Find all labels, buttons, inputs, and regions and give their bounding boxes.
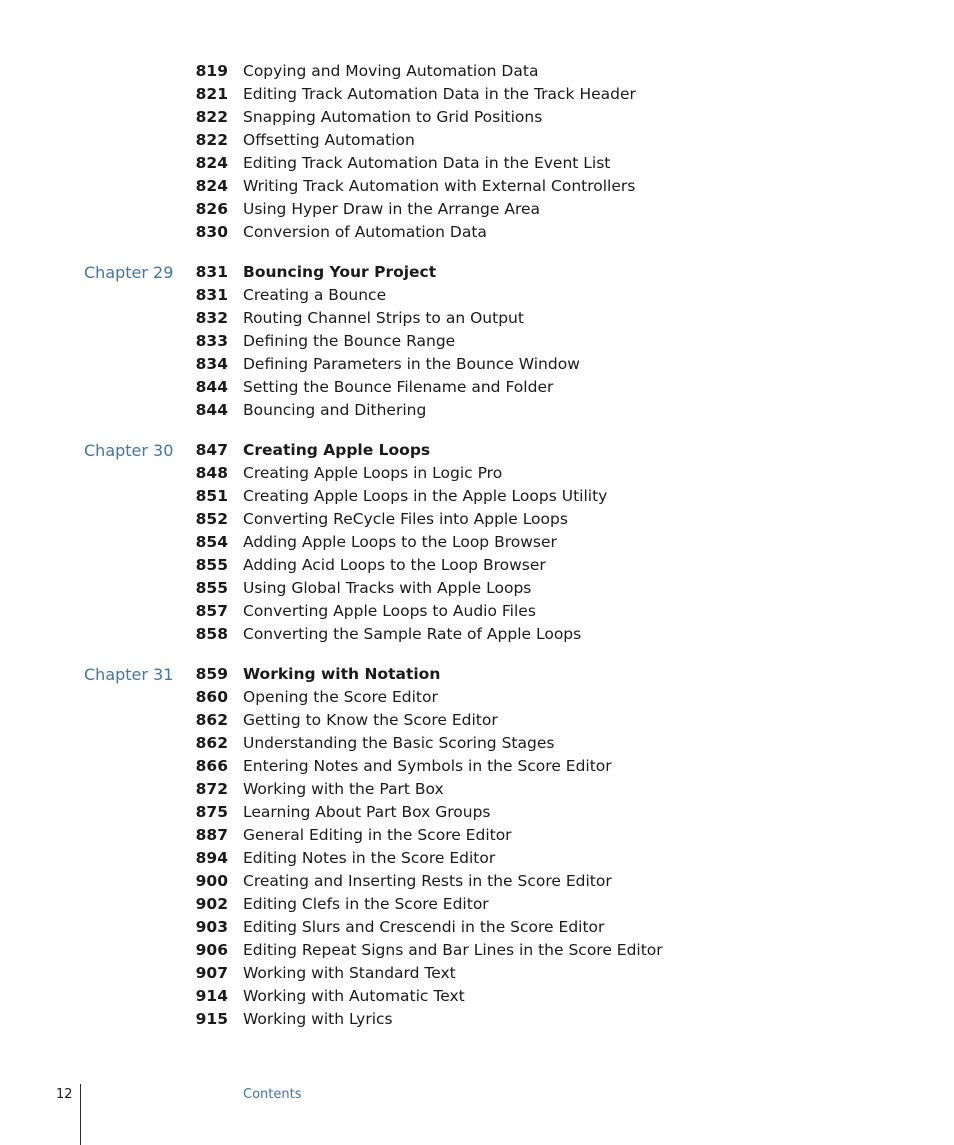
entry-page-number: 826 — [195, 200, 228, 218]
entry-page-number: 844 — [195, 378, 228, 396]
entry-title: Converting the Sample Rate of Apple Loops — [243, 625, 582, 643]
entry-title: Editing Repeat Signs and Bar Lines in the Score Editor — [243, 941, 663, 959]
entry-page-number: 824 — [195, 154, 228, 172]
toc-entry[interactable] — [0, 152, 954, 175]
entry-page-number: 858 — [195, 625, 228, 643]
entry-page-number: 906 — [195, 941, 228, 959]
entry-title: Using Global Tracks with Apple Loops — [243, 579, 532, 597]
entry-title: Understanding the Basic Scoring Stages — [243, 734, 555, 752]
entry-title: Conversion of Automation Data — [243, 223, 487, 241]
toc-entry[interactable] — [0, 916, 954, 939]
entry-title: Routing Channel Strips to an Output — [243, 309, 524, 327]
entry-title: Working with the Part Box — [243, 780, 444, 798]
toc-entry[interactable] — [0, 399, 954, 422]
toc-entry[interactable] — [0, 870, 954, 893]
toc-entry[interactable] — [0, 60, 954, 83]
entry-title: Converting Apple Loops to Audio Files — [243, 602, 536, 620]
entry-page-number: 902 — [195, 895, 228, 913]
entry-page-number: 821 — [195, 85, 228, 103]
entry-title: Defining the Bounce Range — [243, 332, 456, 350]
entry-title: Entering Notes and Symbols in the Score Editor — [243, 757, 612, 775]
entry-title: Setting the Bounce Filename and Folder — [243, 378, 554, 396]
entry-page-number: 844 — [195, 401, 228, 419]
entry-title: Editing Clefs in the Score Editor — [243, 895, 489, 913]
entry-page-number: 866 — [195, 757, 228, 775]
entry-title: Creating Apple Loops in the Apple Loops Utility — [243, 487, 608, 505]
chapter-title: Bouncing Your Project — [243, 263, 437, 281]
footer-section-name: Contents — [243, 1087, 302, 1102]
entry-page-number: 915 — [195, 1010, 228, 1028]
toc-entry[interactable] — [0, 83, 954, 106]
chapter-title: Creating Apple Loops — [243, 441, 431, 459]
entry-title: Getting to Know the Score Editor — [243, 711, 498, 729]
toc-entry[interactable] — [0, 962, 954, 985]
toc-entry[interactable] — [0, 824, 954, 847]
entry-page-number: 833 — [195, 332, 228, 350]
entry-title: Offsetting Automation — [243, 131, 415, 149]
entry-title: Snapping Automation to Grid Positions — [243, 108, 543, 126]
toc-entry[interactable] — [0, 939, 954, 962]
toc-entry[interactable] — [0, 508, 954, 531]
toc-entry[interactable] — [0, 778, 954, 801]
toc-entry[interactable] — [0, 106, 954, 129]
toc-entry[interactable] — [0, 801, 954, 824]
entry-title: Creating and Inserting Rests in the Score Editor — [243, 872, 612, 890]
toc-entry[interactable] — [0, 554, 954, 577]
entry-title: Creating a Bounce — [243, 286, 387, 304]
entry-title: Learning About Part Box Groups — [243, 803, 491, 821]
toc-entry[interactable] — [0, 709, 954, 732]
entry-page-number: 830 — [195, 223, 228, 241]
entry-page-number: 819 — [195, 62, 228, 80]
entry-page-number: 851 — [195, 487, 228, 505]
entry-page-number: 834 — [195, 355, 228, 373]
entry-title: Using Hyper Draw in the Arrange Area — [243, 200, 541, 218]
entry-title: Editing Notes in the Score Editor — [243, 849, 496, 867]
entry-page-number: 822 — [195, 108, 228, 126]
entry-page-number: 855 — [195, 579, 228, 597]
entry-title: Writing Track Automation with External Controllers — [243, 177, 636, 195]
entry-title: Creating Apple Loops in Logic Pro — [243, 464, 503, 482]
entry-title: Working with Lyrics — [243, 1010, 393, 1028]
toc-entry[interactable] — [0, 284, 954, 307]
entry-title: Adding Apple Loops to the Loop Browser — [243, 533, 557, 551]
toc-entry[interactable] — [0, 985, 954, 1008]
toc-entry[interactable] — [0, 353, 954, 376]
toc-section — [0, 439, 954, 646]
entry-title: Editing Track Automation Data in the Track Header — [243, 85, 636, 103]
entry-page-number: 848 — [195, 464, 228, 482]
entry-page-number: 900 — [195, 872, 228, 890]
toc-entry[interactable] — [0, 686, 954, 709]
entry-title: Editing Slurs and Crescendi in the Score Editor — [243, 918, 605, 936]
entry-title: Working with Automatic Text — [243, 987, 465, 1005]
entry-page-number: 872 — [195, 780, 228, 798]
chapter-label: Chapter 30 — [84, 441, 174, 460]
toc-entry[interactable] — [0, 600, 954, 623]
entry-page-number: 824 — [195, 177, 228, 195]
entry-title: Opening the Score Editor — [243, 688, 438, 706]
entry-page-number: 854 — [195, 533, 228, 551]
entry-page-number: 859 — [195, 665, 228, 683]
entry-page-number: 914 — [195, 987, 228, 1005]
chapter-heading-row[interactable] — [0, 439, 954, 462]
entry-page-number: 852 — [195, 510, 228, 528]
toc-entry[interactable] — [0, 755, 954, 778]
entry-title: Defining Parameters in the Bounce Window — [243, 355, 580, 373]
entry-page-number: 847 — [195, 441, 228, 459]
entry-page-number: 862 — [195, 734, 228, 752]
entry-title: Adding Acid Loops to the Loop Browser — [243, 556, 546, 574]
entry-page-number: 903 — [195, 918, 228, 936]
entry-page-number: 832 — [195, 309, 228, 327]
toc-entry[interactable] — [0, 623, 954, 646]
entry-page-number: 907 — [195, 964, 228, 982]
chapter-label: Chapter 31 — [84, 665, 174, 684]
toc-entry[interactable] — [0, 732, 954, 755]
entry-page-number: 831 — [195, 263, 228, 281]
entry-title: General Editing in the Score Editor — [243, 826, 512, 844]
entry-page-number: 822 — [195, 131, 228, 149]
toc-entry[interactable] — [0, 577, 954, 600]
entry-title: Bouncing and Dithering — [243, 401, 427, 419]
toc-entry[interactable] — [0, 462, 954, 485]
toc-entry[interactable] — [0, 129, 954, 152]
toc-entry[interactable] — [0, 376, 954, 399]
toc-entry[interactable] — [0, 485, 954, 508]
entry-page-number: 855 — [195, 556, 228, 574]
toc-section — [0, 261, 954, 422]
entry-page-number: 831 — [195, 286, 228, 304]
entry-page-number: 894 — [195, 849, 228, 867]
toc-entry[interactable] — [0, 198, 954, 221]
chapter-label: Chapter 29 — [84, 263, 174, 282]
entry-page-number: 887 — [195, 826, 228, 844]
entry-page-number: 862 — [195, 711, 228, 729]
toc-entry[interactable] — [0, 531, 954, 554]
entry-page-number: 875 — [195, 803, 228, 821]
entry-title: Working with Standard Text — [243, 964, 456, 982]
entry-page-number: 860 — [195, 688, 228, 706]
toc-entry[interactable] — [0, 175, 954, 198]
chapter-title: Working with Notation — [243, 665, 441, 683]
entry-page-number: 857 — [195, 602, 228, 620]
entry-title: Converting ReCycle Files into Apple Loops — [243, 510, 568, 528]
footer-divider — [80, 1084, 81, 1145]
toc-entry[interactable] — [0, 847, 954, 870]
footer-page-number: 12 — [56, 1087, 73, 1102]
entry-title: Copying and Moving Automation Data — [243, 62, 539, 80]
toc-section — [0, 663, 954, 1031]
toc-section — [0, 60, 954, 244]
chapter-heading-row[interactable] — [0, 663, 954, 686]
chapter-heading-row[interactable] — [0, 261, 954, 284]
table-of-contents — [0, 60, 954, 1048]
toc-entry[interactable] — [0, 221, 954, 244]
toc-entry[interactable] — [0, 893, 954, 916]
toc-entry[interactable] — [0, 307, 954, 330]
toc-entry[interactable] — [0, 330, 954, 353]
entry-title: Editing Track Automation Data in the Event List — [243, 154, 611, 172]
toc-entry[interactable] — [0, 1008, 954, 1031]
